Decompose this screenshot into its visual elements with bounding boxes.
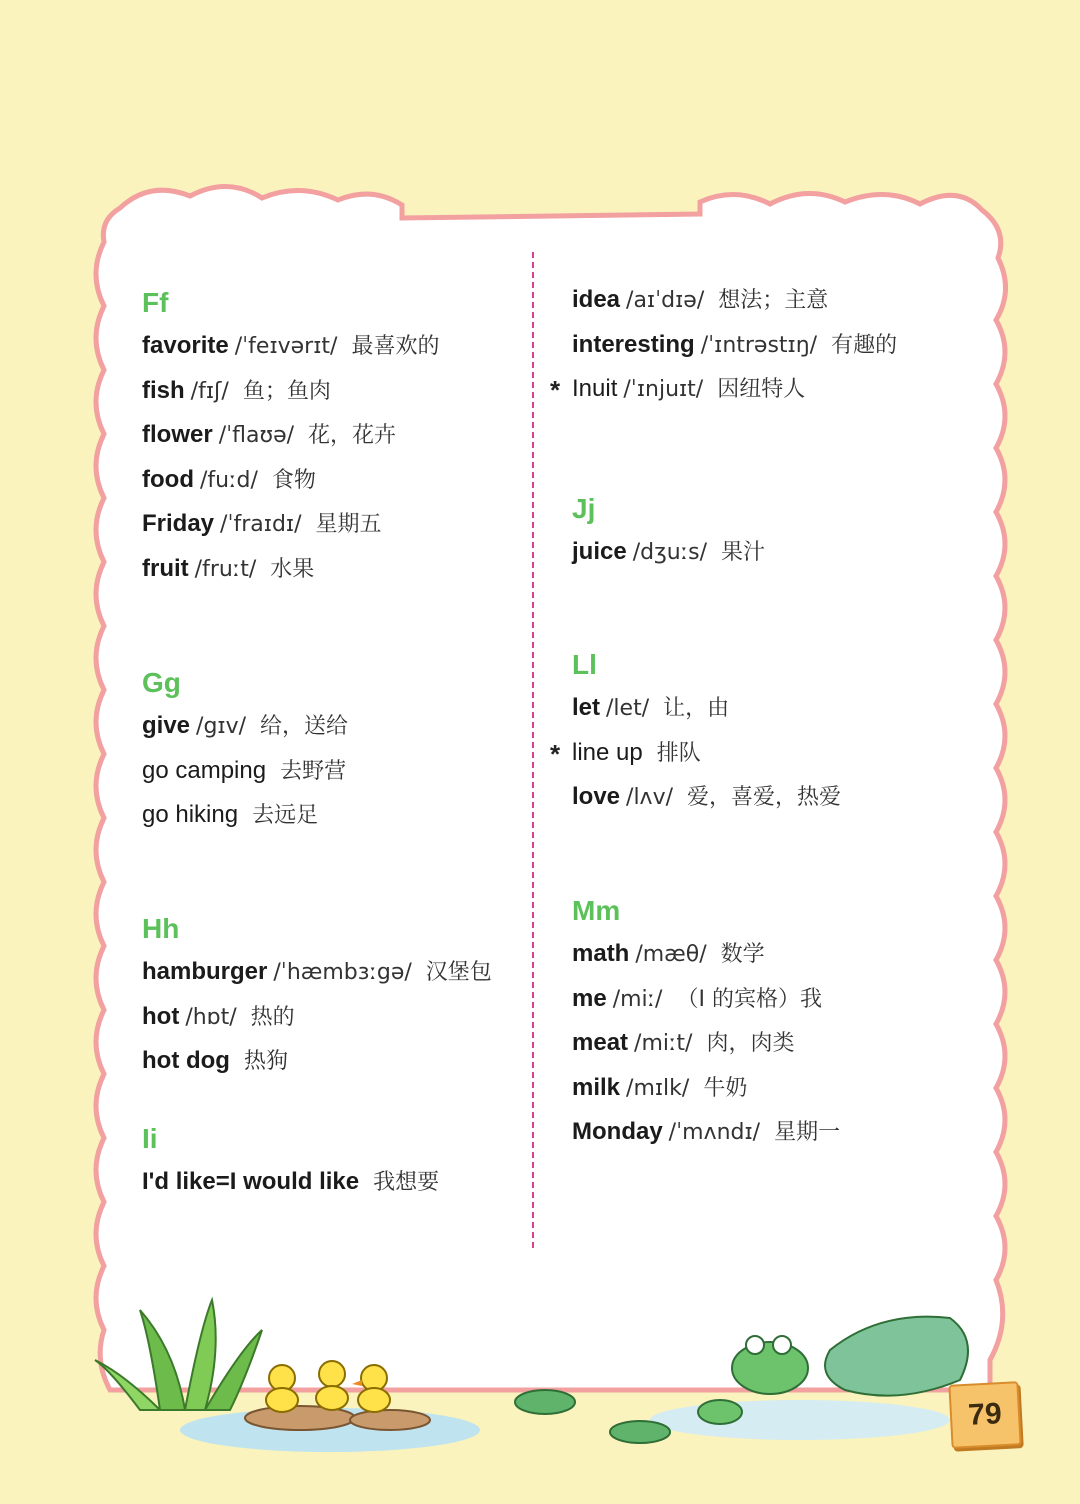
vocab-entry [572,932,840,977]
vocab-entry [142,324,439,369]
section-letter: Ff [142,287,169,318]
entry-word: I'd like=I would like [142,1168,360,1195]
entry-phonetic: /dʒuːs/ [632,540,708,565]
entry-phonetic: /hɒt/ [185,1004,237,1030]
vocab-entry [572,1066,840,1111]
entry-phonetic: /gɪv/ [196,714,247,739]
vocab-entry [142,458,439,503]
entry-word: math [572,940,630,967]
entry-meaning: 鱼；鱼肉 [242,378,331,404]
entry-word: milk [572,1073,621,1101]
entry-word: fish [142,376,185,404]
entry-phonetic: /mæθ/ [635,942,707,967]
entry-meaning: 我想要 [373,1170,440,1195]
vocab-entry [572,1021,840,1066]
entry-phonetic: /mɪlk/ [626,1075,690,1101]
entry-meaning: 想法；主意 [718,288,829,313]
entry-phonetic: /ˈfraɪdɪ/ [220,512,302,538]
section-letter: Gg [142,667,181,698]
entry-meaning: 热的 [250,1004,295,1030]
ducklings-illustration [266,1361,390,1412]
vocab-entry [142,1160,439,1205]
star-marker: * [550,375,561,406]
entry-meaning: 食物 [271,467,316,493]
vocab-entry [142,793,348,838]
entry-word: Friday [142,510,215,538]
entry-phonetic: /ˈmʌndɪ/ [668,1120,761,1146]
section-ll [550,648,842,820]
entry-phonetic: /miːt/ [634,1031,693,1057]
entry-word: go camping [142,756,267,784]
vocab-entry [142,547,439,592]
section-gg [142,666,348,838]
star-marker: * [550,738,561,769]
vocab-entry [550,367,897,412]
entry-phonetic: /miː/ [612,986,663,1012]
entry-word: flower [142,421,213,449]
entry-meaning: 水果 [270,556,315,582]
vocab-entry [142,704,348,749]
entry-meaning: 星期一 [774,1120,841,1146]
vocab-entry [142,413,439,458]
section-ii [142,1122,439,1205]
entry-phonetic: /fuːd/ [199,467,258,493]
entry-meaning: 热狗 [243,1049,288,1075]
vocab-entry [572,278,897,323]
vocab-entry [142,1039,492,1084]
section-ff [142,286,439,592]
section-jj [572,492,765,575]
entry-word: hot [142,1002,180,1030]
section-letter: Ll [572,649,597,680]
entry-meaning: 星期五 [315,512,382,538]
entry-word: favorite [142,332,229,359]
entry-meaning: 给，送给 [260,714,349,739]
entry-phonetic: /ˈhæmbɜːgə/ [273,960,412,985]
entry-word: fruit [142,554,189,582]
section-hh [142,912,492,1084]
entry-word: let [572,694,601,721]
section-mm [572,894,840,1155]
section-letter: Mm [572,895,621,926]
entry-word: interesting [572,330,695,358]
section-letter: Ii [142,1123,158,1154]
entry-word: food [142,465,194,493]
entry-word: juice [572,538,627,565]
entry-phonetic: /fɪʃ/ [190,378,229,404]
entry-meaning: 肉，肉类 [706,1031,795,1057]
entry-meaning: （I 的宾格）我 [676,986,822,1012]
vocab-entry [572,1110,840,1155]
entry-word: give [142,712,191,739]
entry-meaning: 爱，喜爱，热爱 [687,785,842,811]
entry-phonetic: /ˈɪnjuɪt/ [623,377,704,403]
vocab-entry [572,530,765,575]
vocab-entry [572,323,897,368]
entry-phonetic: /let/ [606,696,650,721]
entry-phonetic: /aɪˈdɪə/ [626,288,705,313]
vocab-entry [142,950,492,995]
entry-meaning: 因纽特人 [717,377,806,403]
column-divider [532,252,534,1248]
entry-meaning: 让，由 [663,696,730,721]
entry-word: love [572,783,621,811]
entry-word: hot dog [142,1047,230,1075]
entry-meaning: 牛奶 [703,1075,748,1101]
entry-word: me [572,984,607,1012]
entry-meaning: 去野营 [280,758,347,784]
section-ii-continued [550,278,898,412]
entry-meaning: 最喜欢的 [351,334,440,359]
entry-word: line up [572,738,643,766]
vocab-entry [572,686,841,731]
entry-meaning: 汉堡包 [425,960,492,985]
entry-meaning: 有趣的 [831,332,898,358]
entry-meaning: 果汁 [721,540,766,565]
vocab-entry [550,731,841,776]
entry-word: idea [572,286,621,313]
vocab-entry [142,369,439,414]
page-number: 79 [948,1381,1021,1449]
entry-word: Inuit [572,375,618,403]
vocab-entry [572,977,840,1022]
vocab-entry [142,995,492,1040]
vocab-entry [142,502,439,547]
entry-phonetic: /ˈɪntrəstɪŋ/ [700,332,818,358]
entry-word: meat [572,1029,629,1057]
entry-meaning: 数学 [720,942,765,967]
entry-phonetic: /ˈfeɪvərɪt/ [234,334,338,359]
entry-meaning: 排队 [656,740,701,766]
entry-phonetic: /fruːt/ [194,556,257,582]
entry-phonetic: /ˈflaʊə/ [218,423,295,449]
entry-meaning: 去远足 [252,803,319,829]
section-letter: Hh [142,913,180,944]
entry-meaning: 花，花卉 [308,423,397,449]
entry-word: go hiking [142,801,239,829]
entry-word: hamburger [142,958,268,985]
section-letter: Jj [572,493,596,524]
vocab-entry [572,775,841,820]
vocab-entry [142,749,348,794]
entry-word: Monday [572,1118,663,1146]
entry-phonetic: /lʌv/ [626,785,674,811]
